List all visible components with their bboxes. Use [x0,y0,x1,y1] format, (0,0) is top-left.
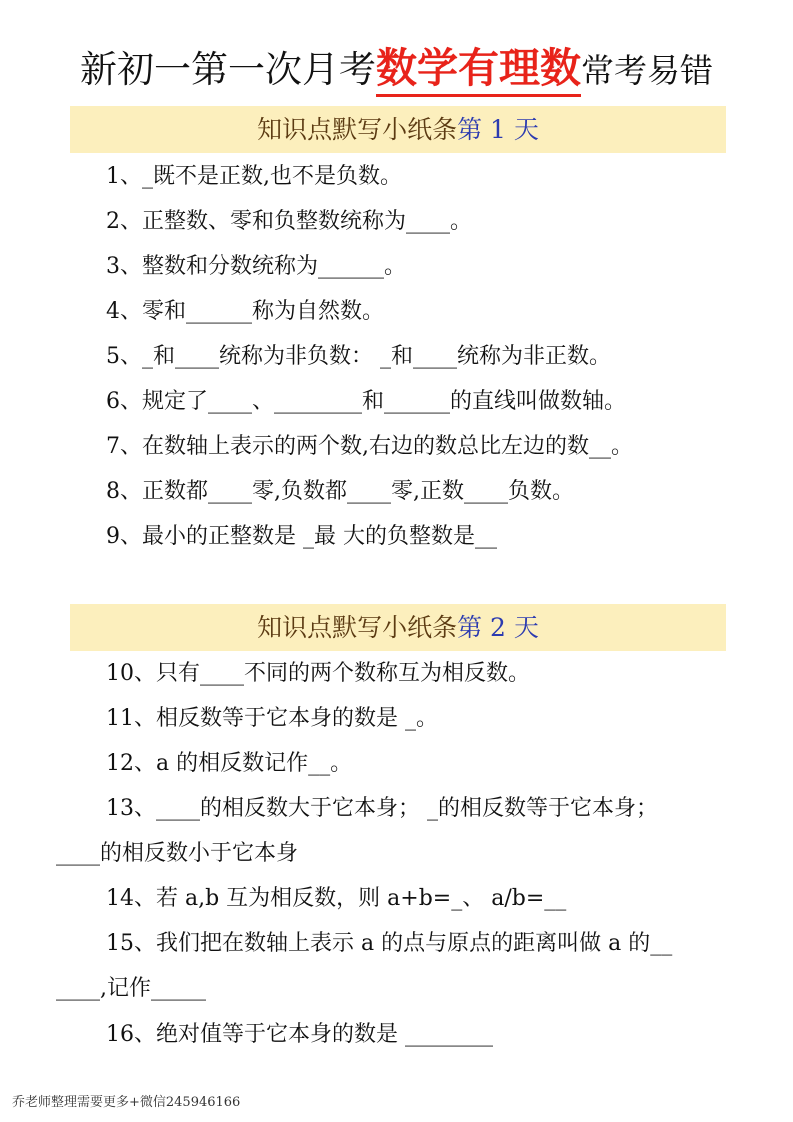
question-item: 2、正整数、零和负整数统称为____。 [106,209,472,234]
banner-day: 第 1 天 [457,115,539,144]
title-prefix: 新初一第一次月考 [80,48,376,91]
question-item: 16、绝对值等于它本身的数是 ________ [106,1022,493,1047]
question-item: 13、____的相反数大于它本身； _的相反数等于它本身； [106,796,658,821]
question-item: 5、_和____统称为非负数： _和____统称为非正数。 [106,344,611,369]
question-item: 12、a 的相反数记作__。 [106,751,353,776]
banner-label: 知识点默写小纸条 [257,613,458,642]
section-banner-day-2 [70,604,726,651]
section-banner-day-1 [70,106,726,153]
banner-day: 第 2 天 [457,613,539,642]
question-item: 1、_既不是正数,也不是负数。 [106,164,402,189]
title-suffix: 常考易错 [581,51,713,90]
question-item: 9、最小的正整数是 _最 大的负整数是__ [106,524,497,549]
question-item: 10、只有____不同的两个数称互为相反数。 [106,661,530,686]
question-item: 14、若 a,b 互为相反数，则 a+b=_、 a/b=__ [106,886,567,911]
page-title [0,38,793,101]
question-item-continuation: ____,记作_____ [56,976,206,1001]
question-item: 6、规定了____、________和______的直线叫做数轴。 [106,389,626,414]
question-item: 11、相反数等于它本身的数是 _。 [106,706,438,731]
question-item: 3、整数和分数统称为______。 [106,254,406,279]
title-highlight: 数学有理数 [376,44,581,97]
question-item: 8、正数都____零,负数都____零,正数____负数。 [106,479,574,504]
question-item: 4、零和______称为自然数。 [106,299,384,324]
question-item-continuation: ____的相反数小于它本身 [56,841,299,866]
question-item: 15、我们把在数轴上表示 a 的点与原点的距离叫做 a 的__ [106,931,673,956]
footer-note: 乔老师整理需要更多+微信245946166 [12,1095,241,1110]
banner-label: 知识点默写小纸条 [257,115,458,144]
question-item: 7、在数轴上表示的两个数,右边的数总比左边的数__。 [106,434,633,459]
